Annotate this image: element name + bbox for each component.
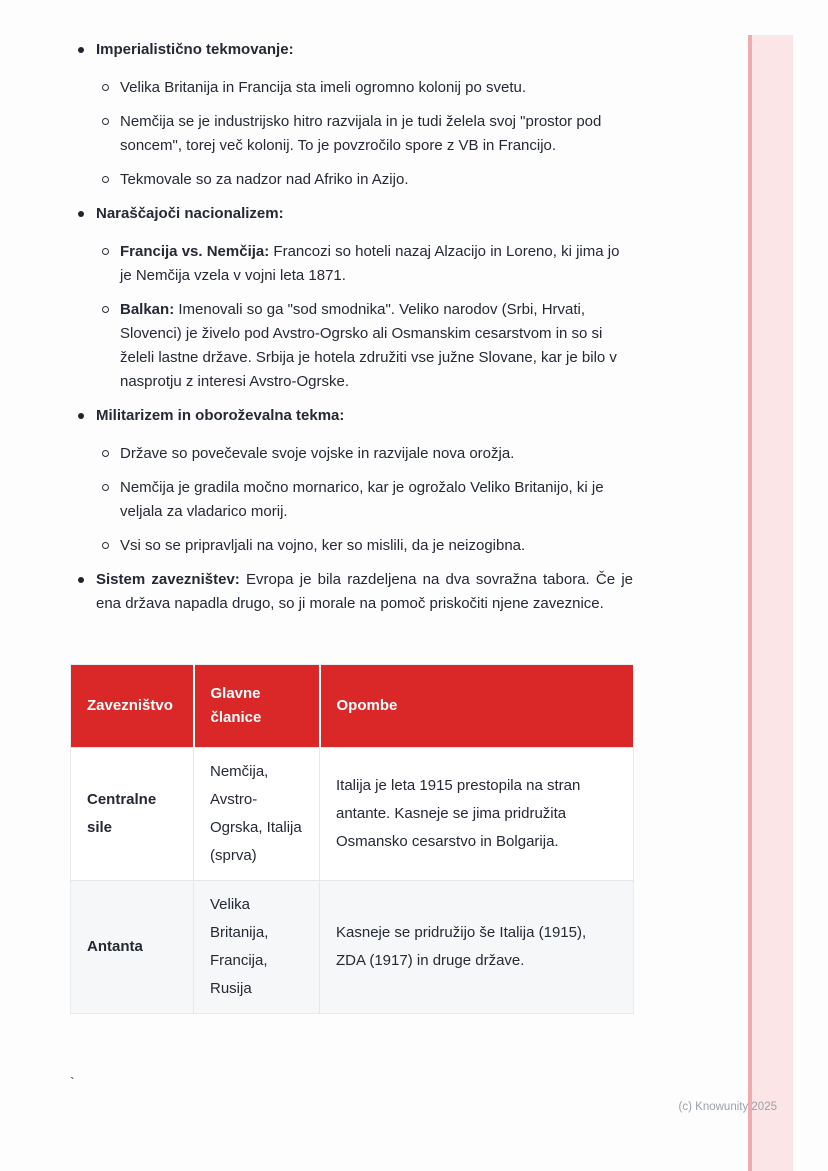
cell-members: Nemčija, Avstro-Ogrska, Italija (sprva) xyxy=(194,748,320,881)
list-item-text: Tekmovale so za nadzor nad Afriko in Azijo. xyxy=(120,171,409,188)
section-title: Militarizem in oboroževalna tekma: xyxy=(96,407,345,424)
bullet-circle-icon xyxy=(102,306,109,313)
list-item xyxy=(70,110,633,158)
paragraph-lead: Sistem zavezništev: xyxy=(96,571,240,588)
cell-alliance: Antanta xyxy=(71,881,194,1014)
section-title-item xyxy=(70,202,633,226)
list-item xyxy=(70,442,633,466)
section-nationalism xyxy=(70,202,633,394)
section-imperialism xyxy=(70,38,633,192)
notes-content xyxy=(70,38,633,1014)
stray-backtick-mark: ` xyxy=(70,1074,75,1090)
bullet-circle-icon xyxy=(102,248,109,255)
right-margin-stripe xyxy=(748,35,793,1171)
bullet-dot-icon xyxy=(78,577,84,583)
section-militarism xyxy=(70,404,633,558)
list-item-text: Nemčija je gradila močno mornarico, kar je ogrožalo Veliko Britanijo, ki je veljala za vladarico morij. xyxy=(120,479,604,520)
header-members: Glavne članice xyxy=(194,665,320,748)
list-item xyxy=(70,168,633,192)
table-row xyxy=(71,881,634,1014)
section-title: Naraščajoči nacionalizem: xyxy=(96,205,284,222)
header-alliance: Zavezništvo xyxy=(71,665,194,748)
list-item-text: Nemčija se je industrijsko hitro razvijala in je tudi želela svoj "prostor pod soncem", torej več kolonij. To je povzročilo spore z VB in Francijo. xyxy=(120,113,602,154)
list-item-text: Velika Britanija in Francija sta imeli ogromno kolonij po svetu. xyxy=(120,79,527,96)
list-item-text: Države so povečevale svoje vojske in razvijale nova orožja. xyxy=(120,445,515,462)
header-notes: Opombe xyxy=(320,665,634,748)
list-item xyxy=(70,476,633,524)
alliances-table xyxy=(70,664,634,1014)
bullet-circle-icon xyxy=(102,484,109,491)
list-item xyxy=(70,534,633,558)
cell-alliance: Centralne sile xyxy=(71,748,194,881)
list-item-text: Vsi so se pripravljali na vojno, ker so mislili, da je neizogibna. xyxy=(120,537,526,554)
cell-notes: Kasneje se pridružijo še Italija (1915), ZDA (1917) in druge države. xyxy=(320,881,634,1014)
paragraph-text: Evropa je bila razdeljena na dva sovražna tabora. Če je ena država napadla drugo, so ji morale na pomoč priskočiti njene zaveznice. xyxy=(96,571,633,612)
list-item xyxy=(70,76,633,100)
cell-notes: Italija je leta 1915 prestopila na stran antante. Kasneje se jima pridružita Osmansko cesarstvo in Bolgarija. xyxy=(320,748,634,881)
bullet-dot-icon xyxy=(78,211,84,217)
alliance-system-paragraph xyxy=(70,568,633,616)
list-item-text: Francozi so hoteli nazaj Alzacijo in Loreno, ki jima jo je Nemčija vzela v vojni leta 1871. xyxy=(120,243,620,284)
bullet-circle-icon xyxy=(102,542,109,549)
table-row xyxy=(71,748,634,881)
footer-copyright: (c) Knowunity 2025 xyxy=(678,1101,777,1113)
table-header-row xyxy=(71,665,634,748)
list-item-lead: Francija vs. Nemčija: xyxy=(120,243,270,260)
list-item-text: Imenovali so ga "sod smodnika". Veliko narodov (Srbi, Hrvati, Slovenci) je živelo pod Avstro-Ogrsko ali Osmanskim cesarstvom in so si želeli lastne države. Srbija je hotela združiti vse južne Slovane, kar je bilo v nasprotju z interesi Avstro-Ogrske. xyxy=(120,301,617,390)
list-item xyxy=(70,240,633,288)
section-title-item xyxy=(70,38,633,62)
bullet-circle-icon xyxy=(102,118,109,125)
bullet-circle-icon xyxy=(102,176,109,183)
section-title-item xyxy=(70,404,633,428)
section-title: Imperialistično tekmovanje: xyxy=(96,41,294,58)
bullet-circle-icon xyxy=(102,84,109,91)
bullet-dot-icon xyxy=(78,413,84,419)
list-item-lead: Balkan: xyxy=(120,301,175,318)
bullet-circle-icon xyxy=(102,450,109,457)
bullet-dot-icon xyxy=(78,47,84,53)
list-item xyxy=(70,298,633,394)
cell-members: Velika Britanija, Francija, Rusija xyxy=(194,881,320,1014)
